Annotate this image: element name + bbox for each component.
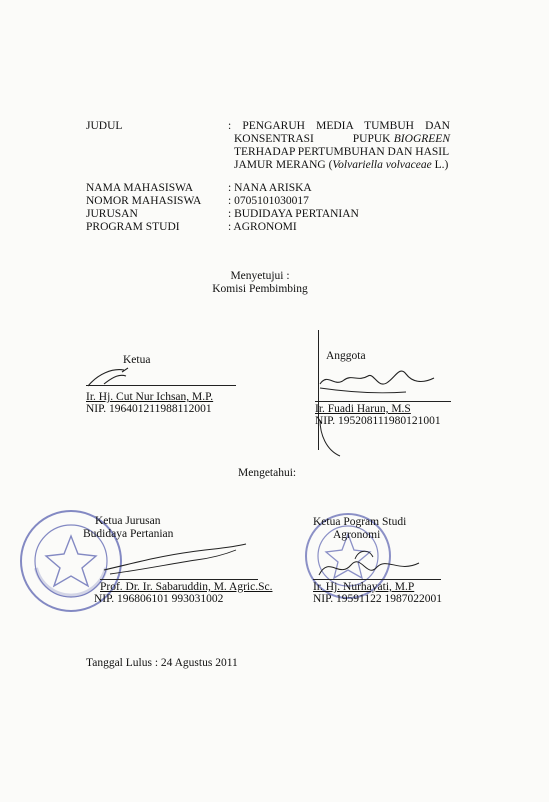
ketua-jurusan-name: Prof. Dr. Ir. Sabaruddin, M. Agric.Sc. <box>100 581 273 593</box>
tanggal-lulus: Tanggal Lulus : 24 Agustus 2011 <box>86 657 238 669</box>
ketua-role: Ketua <box>123 354 151 366</box>
label-nomor: NOMOR MAHASISWA <box>86 195 202 207</box>
value-nama: : NANA ARISKA <box>228 182 312 194</box>
ketua-prodi-nip: NIP. 19591122 1987022001 <box>313 593 442 605</box>
ketua-jurusan-signature <box>100 530 250 580</box>
ketua-jurusan-role: Ketua Jurusan <box>95 515 161 527</box>
label-prodi: PROGRAM STUDI <box>86 221 180 233</box>
mengetahui-heading: Mengetahui: <box>238 467 297 479</box>
value-jurusan: : BUDIDAYA PERTANIAN <box>228 208 359 220</box>
info-labels <box>86 182 201 234</box>
ketua-signature-line <box>86 385 236 386</box>
ketua-prodi-name: Ir. Hj. Nurhayati, M.P <box>313 581 415 593</box>
value-prodi: : AGRONOMI <box>228 221 297 233</box>
judul-line-2b: BIOGREEN <box>393 133 450 145</box>
ketua-name: Ir. Hj. Cut Nur Ichsan, M.P. <box>86 391 214 403</box>
judul-line-2 <box>228 133 450 146</box>
approval-line-2: Komisi Pembimbing <box>212 283 308 295</box>
label-jurusan: JURUSAN <box>86 208 138 220</box>
approval-heading <box>200 270 320 296</box>
judul-line-2a: KONSENTRASI PUPUK <box>234 133 391 145</box>
ketua-prodi-role: Ketua Pogram Studi <box>313 516 407 528</box>
judul-line-1: : PENGARUH MEDIA TUMBUH DAN <box>228 120 450 132</box>
judul-line-3: TERHADAP PERTUMBUHAN DAN HASIL <box>234 146 450 158</box>
anggota-name: Ir. Fuadi Harun, M.S <box>315 403 411 415</box>
ketua-jurusan-signature-line <box>100 579 258 580</box>
ketua-jurusan-nip: NIP. 196806101 993031002 <box>94 593 224 605</box>
ketua-prodi-signature-line <box>313 579 441 580</box>
anggota-signature <box>318 362 438 402</box>
ketua-prodi-program: Agronomi <box>333 529 381 541</box>
judul-label: JUDUL <box>86 120 123 132</box>
approval-line-1: Menyetujui : <box>230 270 290 282</box>
label-nama: NAMA MAHASISWA <box>86 182 194 194</box>
judul-value <box>228 120 450 172</box>
judul-line-4b: Volvariella volvaceae <box>332 159 432 171</box>
anggota-nip: NIP. 195208111980121001 <box>315 415 441 427</box>
ketua-jurusan-dept: Budidaya Pertanian <box>83 528 174 540</box>
judul-line-4 <box>228 159 450 172</box>
judul-line-4c: L.) <box>431 159 449 171</box>
ketua-nip: NIP. 196401211988112001 <box>86 403 212 415</box>
info-values <box>228 182 359 234</box>
judul-line-4a: JAMUR MERANG ( <box>234 159 333 171</box>
anggota-signature-line <box>315 401 451 402</box>
anggota-role: Anggota <box>326 350 366 362</box>
value-nomor: : 0705101030017 <box>228 195 309 207</box>
